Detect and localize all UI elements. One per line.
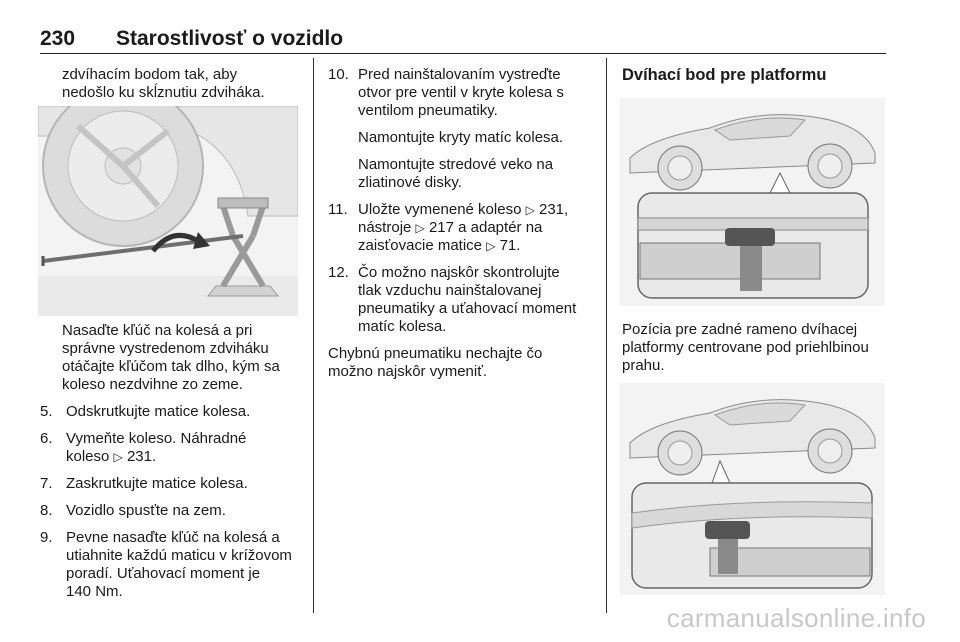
column-1: [40, 66, 302, 102]
text-line: Chybnú pneumatiku nechajte čo: [328, 345, 543, 362]
page-number: 230: [40, 27, 76, 50]
column-divider-1: [313, 58, 314, 613]
page-reference[interactable]: 217 a adaptér na: [428, 219, 543, 236]
car-lift-drawing-1: [620, 98, 885, 306]
text-line: pneumatiky a uťahovací moment: [358, 300, 577, 317]
column-1-lower: [40, 322, 302, 610]
column-2: [328, 66, 598, 390]
page-reference-icon[interactable]: ▷: [525, 203, 535, 217]
text-line: koleso nezdvihne zo zeme.: [62, 376, 243, 393]
text-line: Vymeňte koleso. Náhradné: [66, 430, 247, 447]
chapter-title: Starostlivosť o vozidlo: [116, 27, 344, 50]
page-reference[interactable]: 231,: [539, 201, 569, 218]
watermark: carmanualsonline.info: [666, 603, 926, 633]
lift-point-illustration-1: [620, 98, 885, 306]
text-line: Pred nainštalovaním vystreďte: [358, 66, 561, 83]
text-line: koleso: [66, 448, 110, 465]
text-line: Uložte vymenené koleso: [358, 201, 522, 218]
text-line: ventilom pneumatiky.: [358, 102, 498, 119]
list-item: [328, 66, 598, 120]
text-line: poradí. Uťahovací moment je: [66, 565, 261, 582]
text-line: nedošlo ku skĺznutiu zdviháka.: [62, 84, 265, 101]
text-line: otáčajte kľúčom tak dlho, kým sa: [62, 358, 280, 375]
item-number: 7.: [40, 475, 53, 492]
text-line: utiahnite každú maticu v krížovom: [66, 547, 292, 564]
column-divider-2: [606, 58, 607, 613]
item-number: 12.: [328, 264, 349, 281]
item-number: 9.: [40, 529, 53, 546]
text-line: 140 Nm.: [66, 583, 123, 600]
list-item: [40, 403, 302, 421]
page-header: [40, 27, 886, 54]
text-line: otvor pre ventil v kryte kolesa s: [358, 84, 564, 101]
column-3: [622, 66, 888, 96]
text-line: možno najskôr vymeniť.: [328, 363, 488, 380]
item-number: 11.: [328, 201, 348, 218]
caption: [622, 321, 892, 375]
text-line: platformy centrovane pod priehlbinou: [622, 339, 869, 356]
text-line: Vozidlo spusťte na zem.: [66, 502, 226, 519]
page-reference-icon[interactable]: ▷: [415, 221, 425, 235]
list-item: [40, 475, 302, 493]
text-line: Pozícia pre zadné rameno dvíhacej: [622, 321, 858, 338]
sub-paragraph: [328, 156, 598, 192]
page-reference[interactable]: 231.: [126, 448, 157, 465]
text-line: zliatinové disky.: [358, 174, 462, 191]
page-reference[interactable]: 71.: [499, 237, 521, 254]
intro-text: [40, 66, 302, 102]
text-line: Nasaďte kľúč na kolesá a pri: [62, 322, 253, 339]
jack-drawing: [38, 106, 298, 316]
text-line: zaisťovacie matice: [358, 237, 483, 254]
text-line: Namontujte stredové veko na: [358, 156, 554, 173]
text-line: Namontujte kryty matíc kolesa.: [358, 129, 564, 146]
list-item: [328, 264, 598, 336]
text-line: zdvíhacím bodom tak, aby: [62, 66, 238, 83]
text-line: matíc kolesa.: [358, 318, 447, 335]
item-number: 5.: [40, 403, 53, 420]
list-item: [328, 201, 598, 255]
page-reference-icon[interactable]: ▷: [113, 450, 123, 464]
list-item: [40, 502, 302, 520]
page-reference-icon[interactable]: ▷: [486, 239, 496, 253]
car-lift-drawing-2: [620, 383, 885, 595]
text-line: tlak vzduchu nainštalovanej: [358, 282, 542, 299]
text-line: Čo možno najskôr skontrolujte: [358, 264, 560, 281]
text-line: prahu.: [622, 357, 665, 374]
section-heading: Dvíhací bod pre platformu: [622, 66, 827, 84]
text-line: správne vystredenom zdviháku: [62, 340, 269, 357]
item-number: 6.: [40, 430, 53, 447]
closing-paragraph: [328, 345, 598, 381]
instruction-paragraph: [40, 322, 302, 394]
sub-paragraph: [328, 129, 598, 147]
list-item: [40, 529, 302, 601]
list-item: [40, 430, 302, 466]
item-number: 8.: [40, 502, 53, 519]
item-number: 10.: [328, 66, 349, 83]
jack-illustration: [38, 106, 298, 316]
text-line: Odskrutkujte matice kolesa.: [66, 403, 251, 420]
text-line: Pevne nasaďte kľúč na kolesá a: [66, 529, 280, 546]
text-line: Zaskrutkujte matice kolesa.: [66, 475, 248, 492]
lift-point-illustration-2: [620, 383, 885, 595]
text-line: nástroje: [358, 219, 412, 236]
